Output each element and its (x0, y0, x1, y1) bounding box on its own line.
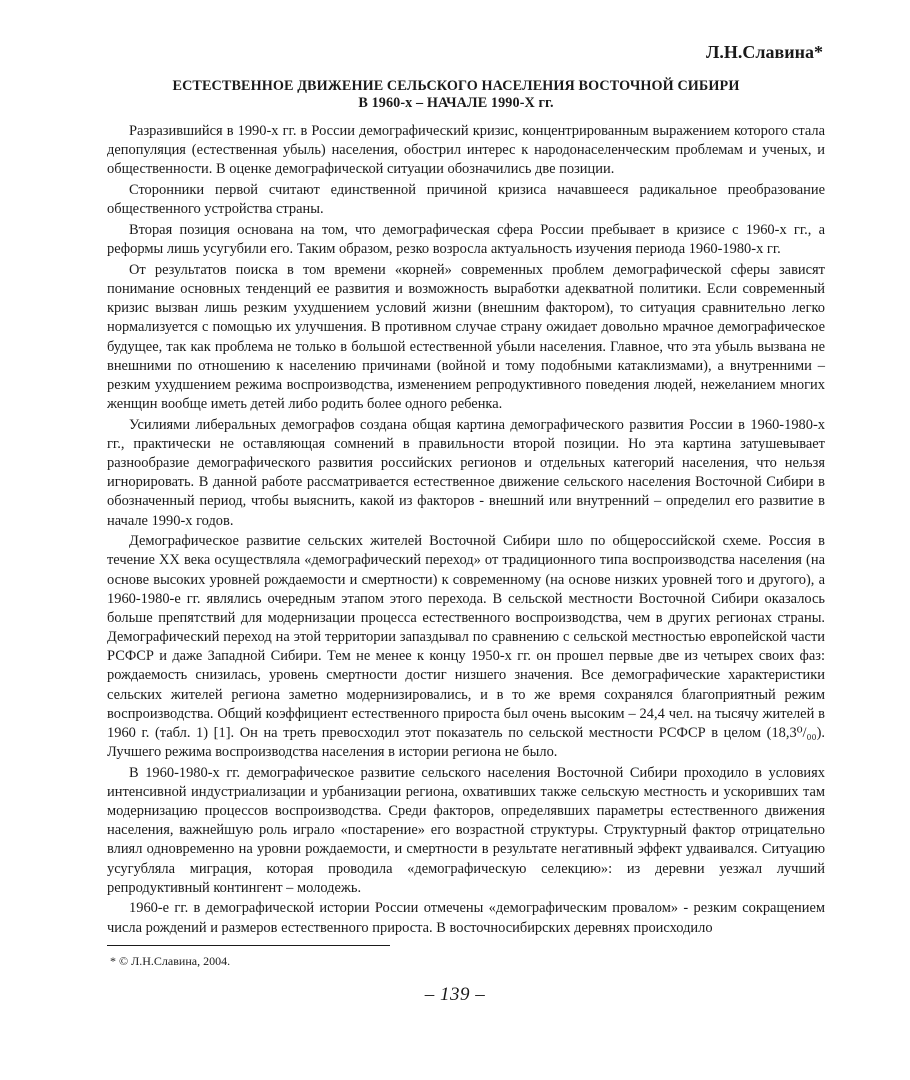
author-name: Л.Н.Славина* (706, 42, 823, 62)
article-title (92, 78, 820, 112)
paragraph-3: Вторая позиция основана на том, что демографическая сфера России пребывает в кризисе с 1960-х гг., а реформы лишь усугубили его. Таким образом, резко возросла актуальность изучения периода 1960-1980-х гг. (107, 221, 825, 258)
paragraph-6: Демографическое развитие сельских жителей Восточной Сибири шло по общероссийской схеме. Россия в течение XX века осуществляла «демографический переход» от традиционного типа воспроизводства населения (на основе высоких уровней рождаемости и смертности) к современному (на основе низких уровней того и другого), а 1960-1980-е гг. являлись очередным этапом этого перехода. В сельской местности Восточной Сибири оказалось больше препятствий для модернизации процесса естественного воспроизводства, чем в других регионах страны. Демографический переход на этой территории запаздывал по сравнению с сельской местностью европейской части РСФСР и даже Западной Сибири. Тем не менее к концу 1950-х гг. он прошел первые две из четырех своих фаз: рождаемость снизилась, уровень смертности достиг низшего значения. Все демографические характеристики сельских жителей региона заметно модернизировались, и в то же время сохранялся благоприятный режим воспроизводства. Общий коэффициент естественного прироста был очень высоким – 24,4 чел. на тысячу жителей в 1960 г. (табл. 1) [1]. Он на треть превосходил этот показатель по сельской местности РСФСР в целом (18,3⁰/₀₀). Лучшего режима воспроизводства населения в истории региона не было. (107, 533, 825, 760)
title-line-1: ЕСТЕСТВЕННОЕ ДВИЖЕНИЕ СЕЛЬСКОГО НАСЕЛЕНИЯ ВОСТОЧНОЙ СИБИРИ (172, 78, 740, 94)
footnote: * © Л.Н.Славина, 2004. (110, 954, 231, 968)
footnote-divider (107, 945, 390, 946)
title-line-2: В 1960-х – НАЧАЛЕ 1990-Х гг. (358, 95, 554, 111)
paragraph-5: Усилиями либеральных демографов создана общая картина демографического развития России в 1960-1980-х гг., практически не оставляющая сомнений в правильности второй позиции. Но эта картина затушевывает разнообразие демографического развития российских регионов и отдельных категорий населения, что нельзя игнорировать. В данной работе рассматривается естественное движение сельского населения Восточной Сибири в обозначенный период, чтобы выяснить, какой из факторов - внешний или внутренний – определил его развитие в начале 1990-х годов. (107, 416, 825, 529)
page-number: – 139 – (424, 984, 486, 1005)
paragraph-2: Сторонники первой считают единственной причиной кризиса начавшееся радикальное преобразование общественного устройства страны. (107, 182, 825, 218)
paragraph-7: В 1960-1980-х гг. демографическое развитие сельского населения Восточной Сибири проходило в условиях интенсивной индустриализации и урбанизации региона, охвативших также сельскую местность и ускоривших там модернизацию процессов воспроизводства. Среди факторов, определявших параметры естественного движения населения, важнейшую роль играло «постарение» его возрастной структуры. Структурный фактор отрицательно влиял одновременно на уровни рождаемости, и смертности в результате негативный эффект удваивался. Ситуацию усугубляла миграция, которая проводила «демографическую селекцию»: из деревни уезжал лучший репродуктивный контингент – молодежь. (107, 764, 825, 896)
paragraph-8: 1960-е гг. в демографической истории России отмечены «демографическим провалом» - резким сокращением числа рождений и размеров естественного прироста. В восточносибирских деревнях происходило (107, 900, 825, 936)
paragraph-4: От результатов поиска в том времени «корней» современных проблем демографической сферы зависят понимание основных тенденций ее развития и возможность выработки адекватной политики. Если современный кризис вызван лишь резким ухудшением условий жизни (внешним фактором), то ситуация сравнительно легко нормализуется с помощью их улучшения. В противном случае страну ожидает довольно мрачное демографическое будущее, так как проблема не только в большой естественной убыли населения. Главное, что эта убыль вызвана не внешними по отношению к населению причинами (войной и тому подобными катаклизмами), а внутренними – резким ухудшением режима воспроизводства, изменением репродуктивного поведения людей, нежеланием многих женщин вообще иметь детей либо родить более одного ребенка. (107, 261, 825, 412)
article-body (107, 122, 825, 939)
paragraph-1: Разразившийся в 1990-х гг. в России демографический кризис, концентрированным выражением которого стала депопуляция (естественная убыль) населения, обострил интерес к народонаселенческим проблемам и ученых, и общественности. В оценке демографической ситуации обозначились две позиции. (107, 123, 825, 178)
